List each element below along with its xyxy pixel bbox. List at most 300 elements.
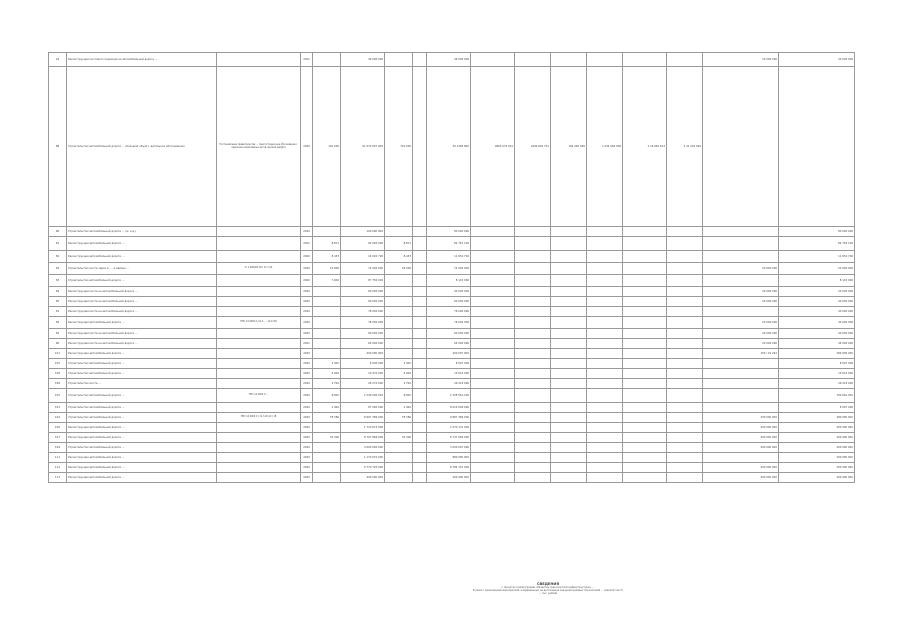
cell-c15 bbox=[703, 307, 779, 317]
cell-idx: 111 bbox=[49, 453, 67, 463]
cell-idx: 106 bbox=[49, 423, 67, 433]
cell-c7 bbox=[413, 339, 427, 349]
cell-c11 bbox=[551, 297, 587, 307]
cell-c9 bbox=[471, 433, 515, 443]
cell-c6: 742 000 bbox=[385, 67, 413, 227]
cell-c6 bbox=[385, 463, 413, 473]
cell-c13 bbox=[623, 433, 667, 443]
cell-c9 bbox=[471, 369, 515, 379]
cell-idx: 107 bbox=[49, 433, 67, 443]
cell-c8: 2 328 561,200 bbox=[427, 389, 471, 403]
cell-c9 bbox=[471, 443, 515, 453]
cell-basis bbox=[217, 329, 301, 339]
cell-c7 bbox=[413, 359, 427, 369]
cell-c7 bbox=[413, 329, 427, 339]
cell-c11 bbox=[551, 263, 587, 275]
cell-c11 bbox=[551, 359, 587, 369]
cell-c7 bbox=[413, 227, 427, 237]
cell-c15 bbox=[703, 359, 779, 369]
cell-idx: 85 bbox=[49, 297, 67, 307]
cell-year: 2020 bbox=[301, 251, 313, 263]
cell-c6 bbox=[385, 329, 413, 339]
cell-c7 bbox=[413, 433, 427, 443]
cell-c11 bbox=[551, 53, 587, 67]
cell-c4: 8,000 bbox=[313, 389, 341, 403]
cell-idx: 44 bbox=[49, 53, 67, 67]
cell-c10 bbox=[515, 237, 551, 251]
cell-year: 2020 bbox=[301, 389, 313, 403]
cell-c16: 40 000 000 bbox=[779, 297, 855, 307]
cell-idx: 112 bbox=[49, 463, 67, 473]
cell-name: Реконструкция автомобильной дороги … bbox=[67, 463, 217, 473]
cell-c10 bbox=[515, 453, 551, 463]
cell-c9 bbox=[471, 473, 515, 483]
cell-c13 bbox=[623, 339, 667, 349]
cell-basis bbox=[217, 287, 301, 297]
cell-basis bbox=[217, 227, 301, 237]
cell-c14 bbox=[667, 403, 703, 413]
cell-idx: 84 bbox=[49, 317, 67, 329]
table-row bbox=[49, 403, 855, 413]
cell-c5: 400 000 000 bbox=[341, 473, 385, 483]
cell-c11 bbox=[551, 349, 587, 359]
cell-c12 bbox=[587, 473, 623, 483]
cell-c9 bbox=[471, 379, 515, 389]
table-row bbox=[49, 297, 855, 307]
cell-c7 bbox=[413, 297, 427, 307]
cell-c12: 1 044 560 000 bbox=[587, 67, 623, 227]
cell-c14 bbox=[667, 369, 703, 379]
cell-c8: 400 000 000 bbox=[427, 473, 471, 483]
cell-year: 2020 bbox=[301, 369, 313, 379]
cell-c6 bbox=[385, 443, 413, 453]
cell-c15 bbox=[703, 237, 779, 251]
cell-c13 bbox=[623, 317, 667, 329]
cell-c7 bbox=[413, 389, 427, 403]
cell-c16: 40 000 000 bbox=[779, 329, 855, 339]
cell-c7 bbox=[413, 473, 427, 483]
cell-c5: 80 000 000 bbox=[341, 287, 385, 297]
cell-c8: 11 652 700 bbox=[427, 251, 471, 263]
cell-c11 bbox=[551, 329, 587, 339]
cell-c14 bbox=[667, 413, 703, 423]
table-row bbox=[49, 473, 855, 483]
cell-basis: НПС 14 0000 0 /11.3. … 12.0 /18 bbox=[217, 317, 301, 329]
cell-c15: 16 000 000 bbox=[703, 53, 779, 67]
cell-c10 bbox=[515, 287, 551, 297]
cell-c13 bbox=[623, 369, 667, 379]
cell-c14 bbox=[667, 359, 703, 369]
cell-basis: П. 1 600000 00 / 11.7.20 bbox=[217, 263, 301, 275]
cell-c7 bbox=[413, 379, 427, 389]
cell-c16: 200 000 000 bbox=[779, 453, 855, 463]
cell-c14 bbox=[667, 349, 703, 359]
cell-c14 bbox=[667, 237, 703, 251]
cell-c15: 20 000 000 bbox=[703, 287, 779, 297]
cell-c4 bbox=[313, 53, 341, 67]
cell-c8: 26 216 000 bbox=[427, 379, 471, 389]
cell-c11 bbox=[551, 251, 587, 263]
cell-c5: 1 710 674 000 bbox=[341, 423, 385, 433]
cell-idx: 113 bbox=[49, 473, 67, 483]
table-row bbox=[49, 329, 855, 339]
cell-name: Строительство автомобильной дороги … bbox=[67, 275, 217, 287]
cell-c7 bbox=[413, 287, 427, 297]
cell-c4 bbox=[313, 317, 341, 329]
cell-c11 bbox=[551, 237, 587, 251]
cell-c4 bbox=[313, 227, 341, 237]
cell-c10 bbox=[515, 463, 551, 473]
cell-c16: 80 000 000 bbox=[779, 227, 855, 237]
cell-idx: 82 bbox=[49, 251, 67, 263]
cell-c9 bbox=[471, 53, 515, 67]
cell-c13 bbox=[623, 349, 667, 359]
cell-c9 bbox=[471, 413, 515, 423]
cell-c9 bbox=[471, 359, 515, 369]
cell-year: 2020 bbox=[301, 349, 313, 359]
cell-c7 bbox=[413, 263, 427, 275]
table-row bbox=[49, 433, 855, 443]
cell-c8: 3 000 097 000 bbox=[427, 443, 471, 453]
cell-c12 bbox=[587, 53, 623, 67]
cell-c6: 2 400 bbox=[385, 403, 413, 413]
cell-c6: 8,433 bbox=[385, 251, 413, 263]
cell-c5: 400 000 000 bbox=[341, 349, 385, 359]
cell-c9 bbox=[471, 453, 515, 463]
cell-c16: 284 836 200 bbox=[779, 349, 855, 359]
cell-c12 bbox=[587, 349, 623, 359]
cell-c5: 78 000 000 bbox=[341, 317, 385, 329]
cell-c12 bbox=[587, 263, 623, 275]
cell-c4: 2 700 bbox=[313, 379, 341, 389]
cell-c7 bbox=[413, 453, 427, 463]
cell-c10: 1690 802 751 bbox=[515, 67, 551, 227]
cell-basis: Постановление правительства … (многостраничное обоснование с перечнем нормативных актов, мелкий шрифт) bbox=[217, 67, 301, 227]
projects-table bbox=[48, 52, 855, 483]
cell-name: Строительство автомобильной дороги … bbox=[67, 359, 217, 369]
cell-name: Строительство автомобильной дороги … bbox=[67, 389, 217, 403]
cell-c11 bbox=[551, 463, 587, 473]
cell-basis: НПС 14 0000 0 / 11.3.20.12 / 18 bbox=[217, 413, 301, 423]
cell-c15: 200 000 000 bbox=[703, 473, 779, 483]
cell-c11 bbox=[551, 403, 587, 413]
cell-c5: 87 750 000 bbox=[341, 275, 385, 287]
cell-c12 bbox=[587, 443, 623, 453]
table-row bbox=[49, 53, 855, 67]
table-row bbox=[49, 287, 855, 297]
footer-title: СВЕДЕНИЯ bbox=[536, 582, 560, 586]
cell-c5: 8 707 866 000 bbox=[341, 433, 385, 443]
cell-name: Реконструкция автомобильной дороги … bbox=[67, 433, 217, 443]
cell-c12 bbox=[587, 433, 623, 443]
cell-year: 2020 bbox=[301, 443, 313, 453]
cell-c8: 60 000 000 bbox=[427, 329, 471, 339]
cell-c8: 8 010 006 000 bbox=[427, 403, 471, 413]
cell-c14 bbox=[667, 297, 703, 307]
cell-name: Реконструкция автомобильной дороги … bbox=[67, 237, 217, 251]
cell-c11 bbox=[551, 339, 587, 349]
cell-c13 bbox=[623, 423, 667, 433]
cell-c5: 6 770 720 000 bbox=[341, 463, 385, 473]
cell-c16: 19 016 000 bbox=[779, 369, 855, 379]
cell-name: Строительство автомобильной дороги … bbox=[67, 443, 217, 453]
cell-year: 2021 bbox=[301, 53, 313, 67]
cell-c14 bbox=[667, 433, 703, 443]
cell-c12 bbox=[587, 463, 623, 473]
cell-c16: 40 000 000 bbox=[779, 317, 855, 329]
cell-year: 2020 bbox=[301, 263, 313, 275]
cell-c12 bbox=[587, 359, 623, 369]
cell-c16: 790 661,200 bbox=[779, 389, 855, 403]
cell-c13 bbox=[623, 307, 667, 317]
cell-year: 2020 bbox=[301, 307, 313, 317]
cell-name: Строительство моста … bbox=[67, 379, 217, 389]
cell-c6 bbox=[385, 349, 413, 359]
cell-basis bbox=[217, 473, 301, 483]
cell-idx: 109 bbox=[49, 443, 67, 453]
cell-c4 bbox=[313, 463, 341, 473]
cell-name: Реконструкция автомобильной дороги … bbox=[67, 251, 217, 263]
cell-c13 bbox=[623, 297, 667, 307]
cell-c8: 9 887 386 000 bbox=[427, 413, 471, 423]
cell-c8: 64 000 000 bbox=[427, 339, 471, 349]
cell-c9 bbox=[471, 403, 515, 413]
cell-c15 bbox=[703, 251, 779, 263]
table-row bbox=[49, 349, 855, 359]
cell-c11 bbox=[551, 389, 587, 403]
cell-c15: 200 000 000 bbox=[703, 433, 779, 443]
cell-year: 2020 bbox=[301, 379, 313, 389]
cell-year: 2020 bbox=[301, 297, 313, 307]
cell-c9 bbox=[471, 349, 515, 359]
cell-name: Реконструкция автомобильной дороги … bbox=[67, 349, 217, 359]
cell-c9 bbox=[471, 237, 515, 251]
cell-c11 bbox=[551, 287, 587, 297]
cell-c4: 2 400 bbox=[313, 403, 341, 413]
cell-c13 bbox=[623, 359, 667, 369]
cell-name: Реконструкция моста на автомобильной дороге … bbox=[67, 339, 217, 349]
cell-idx: 81 bbox=[49, 307, 67, 317]
cell-c10 bbox=[515, 443, 551, 453]
cell-c10 bbox=[515, 227, 551, 237]
cell-c15 bbox=[703, 227, 779, 237]
table-row bbox=[49, 251, 855, 263]
table-row bbox=[49, 67, 855, 227]
cell-c13 bbox=[623, 413, 667, 423]
cell-c10 bbox=[515, 339, 551, 349]
cell-c9 bbox=[471, 263, 515, 275]
cell-basis bbox=[217, 379, 301, 389]
cell-c5: 26 270 000 bbox=[341, 379, 385, 389]
cell-c14 bbox=[667, 463, 703, 473]
cell-idx: 108 bbox=[49, 379, 67, 389]
cell-name: Реконструкция мостового перехода на автомобильной дороге … bbox=[67, 53, 217, 67]
cell-c6: 8,000 bbox=[385, 389, 413, 403]
cell-c15: 200 000 000 bbox=[703, 463, 779, 473]
cell-basis bbox=[217, 443, 301, 453]
cell-c15: 150 / 19 262 bbox=[703, 349, 779, 359]
cell-c9 bbox=[471, 339, 515, 349]
cell-c15 bbox=[703, 379, 779, 389]
cell-c11 bbox=[551, 307, 587, 317]
cell-c6 bbox=[385, 297, 413, 307]
cell-c10 bbox=[515, 423, 551, 433]
cell-c12 bbox=[587, 389, 623, 403]
cell-c12 bbox=[587, 275, 623, 287]
cell-c15 bbox=[703, 369, 779, 379]
cell-basis bbox=[217, 53, 301, 67]
cell-c15: 20 000 000 bbox=[703, 339, 779, 349]
cell-c4: 78 380 bbox=[313, 413, 341, 423]
footer-line-1: о проектах подпрограммы «Развитие транспортной инфраструктуры» … bbox=[501, 586, 595, 589]
cell-basis bbox=[217, 359, 301, 369]
cell-c4 bbox=[313, 297, 341, 307]
cell-c10 bbox=[515, 413, 551, 423]
cell-c10 bbox=[515, 389, 551, 403]
table-row bbox=[49, 413, 855, 423]
cell-c4 bbox=[313, 307, 341, 317]
cell-c6: 78 380 bbox=[385, 413, 413, 423]
cell-c8: 39 1458 800 bbox=[427, 67, 471, 227]
cell-c10 bbox=[515, 275, 551, 287]
cell-c16: 20 000 000 bbox=[779, 287, 855, 297]
cell-c10 bbox=[515, 251, 551, 263]
table-row bbox=[49, 317, 855, 329]
cell-idx: 105 bbox=[49, 359, 67, 369]
cell-c12 bbox=[587, 287, 623, 297]
cell-c7 bbox=[413, 403, 427, 413]
cell-c15 bbox=[703, 275, 779, 287]
cell-name: Реконструкция моста на автомобильной дороге … bbox=[67, 329, 217, 339]
cell-c13 bbox=[623, 53, 667, 67]
table-row bbox=[49, 463, 855, 473]
cell-c15: 20 000 000 bbox=[703, 329, 779, 339]
cell-c4: 8 000 bbox=[313, 369, 341, 379]
table-row bbox=[49, 443, 855, 453]
cell-c5: 87 000 006 bbox=[341, 403, 385, 413]
cell-c12 bbox=[587, 317, 623, 329]
cell-c4 bbox=[313, 443, 341, 453]
cell-idx: 103 bbox=[49, 403, 67, 413]
cell-c6 bbox=[385, 423, 413, 433]
cell-c9 bbox=[471, 251, 515, 263]
cell-c8: 2 270 131 000 bbox=[427, 423, 471, 433]
cell-c12 bbox=[587, 403, 623, 413]
cell-c5: 64 000 000 bbox=[341, 339, 385, 349]
cell-name: Строительство автомобильной дороги … bbox=[67, 413, 217, 423]
cell-name: Реконструкция моста на автомобильной дороге … bbox=[67, 287, 217, 297]
cell-c13 bbox=[623, 251, 667, 263]
cell-c7 bbox=[413, 443, 427, 453]
cell-c14 bbox=[667, 473, 703, 483]
cell-c12 bbox=[587, 453, 623, 463]
cell-c5: 8 000 000 bbox=[341, 359, 385, 369]
cell-c8: 78 000 000 bbox=[427, 307, 471, 317]
cell-c16: 30 000 000 bbox=[779, 53, 855, 67]
cell-basis bbox=[217, 453, 301, 463]
table-row bbox=[49, 237, 855, 251]
cell-c8: 8 784 151 000 bbox=[427, 463, 471, 473]
cell-c4: 8 433 bbox=[313, 251, 341, 263]
cell-c5: 1 170 670 000 bbox=[341, 453, 385, 463]
cell-c13 bbox=[623, 329, 667, 339]
cell-c11 bbox=[551, 423, 587, 433]
cell-c16: 20 000 000 bbox=[779, 263, 855, 275]
cell-c4: 140 000 bbox=[313, 67, 341, 227]
cell-c4: 32 000 bbox=[313, 433, 341, 443]
table-row bbox=[49, 453, 855, 463]
cell-name: Строительство автомобильной дороги … (большой объект, детальное обоснование) bbox=[67, 67, 217, 227]
cell-c8: 19 016 000 bbox=[427, 369, 471, 379]
cell-c8: 78 000 000 bbox=[427, 317, 471, 329]
cell-c6 bbox=[385, 53, 413, 67]
cell-c4 bbox=[313, 287, 341, 297]
cell-idx: 83 bbox=[49, 275, 67, 287]
cell-c8: 74 000 000 bbox=[427, 263, 471, 275]
cell-name: Реконструкция автомобильной дороги … bbox=[67, 317, 217, 329]
cell-c14 bbox=[667, 263, 703, 275]
report-table-sheet bbox=[48, 52, 854, 580]
cell-c14 bbox=[667, 329, 703, 339]
cell-name: Реконструкция моста на автомобильной дороге … bbox=[67, 297, 217, 307]
cell-basis bbox=[217, 349, 301, 359]
cell-c6 bbox=[385, 339, 413, 349]
cell-c13 bbox=[623, 453, 667, 463]
cell-c10 bbox=[515, 329, 551, 339]
cell-c4: 24 800 bbox=[313, 263, 341, 275]
cell-c5: 74 000 000 bbox=[341, 263, 385, 275]
cell-basis bbox=[217, 433, 301, 443]
cell-c6: 2 700 bbox=[385, 379, 413, 389]
cell-c8: 82 761 100 bbox=[427, 237, 471, 251]
cell-c13 bbox=[623, 389, 667, 403]
cell-c12 bbox=[587, 369, 623, 379]
cell-basis bbox=[217, 275, 301, 287]
cell-c4 bbox=[313, 349, 341, 359]
table-row bbox=[49, 369, 855, 379]
footer-line-3: … тыс. рублей bbox=[538, 592, 558, 596]
cell-c14 bbox=[667, 227, 703, 237]
cell-c11: 164 265 596 bbox=[551, 67, 587, 227]
cell-c4: 8,871 bbox=[313, 237, 341, 251]
cell-c5: 46 000 000 bbox=[341, 53, 385, 67]
cell-c11 bbox=[551, 369, 587, 379]
cell-name: Строительство автомобильной дороги … bbox=[67, 369, 217, 379]
table-row bbox=[49, 307, 855, 317]
table-row bbox=[49, 379, 855, 389]
table-row bbox=[49, 227, 855, 237]
cell-c7 bbox=[413, 251, 427, 263]
cell-c15 bbox=[703, 389, 779, 403]
cell-c11 bbox=[551, 317, 587, 329]
cell-c11 bbox=[551, 443, 587, 453]
cell-idx: 104 bbox=[49, 413, 67, 423]
cell-c13 bbox=[623, 287, 667, 297]
cell-year: 2020 bbox=[301, 473, 313, 483]
cell-c8: 80 000 000 bbox=[427, 227, 471, 237]
cell-c10 bbox=[515, 263, 551, 275]
cell-c15: 200 000 000 bbox=[703, 423, 779, 433]
cell-c12 bbox=[587, 237, 623, 251]
cell-name: Строительство моста через р. … в районе … bbox=[67, 263, 217, 275]
cell-c5: 14 092 700 bbox=[341, 251, 385, 263]
cell-c8: 60 000 000 bbox=[427, 297, 471, 307]
cell-c9 bbox=[471, 297, 515, 307]
cell-c12 bbox=[587, 307, 623, 317]
cell-c15: 200 000 000 bbox=[703, 443, 779, 453]
cell-c16: 200 000 000 bbox=[779, 463, 855, 473]
cell-idx: 81 bbox=[49, 237, 67, 251]
